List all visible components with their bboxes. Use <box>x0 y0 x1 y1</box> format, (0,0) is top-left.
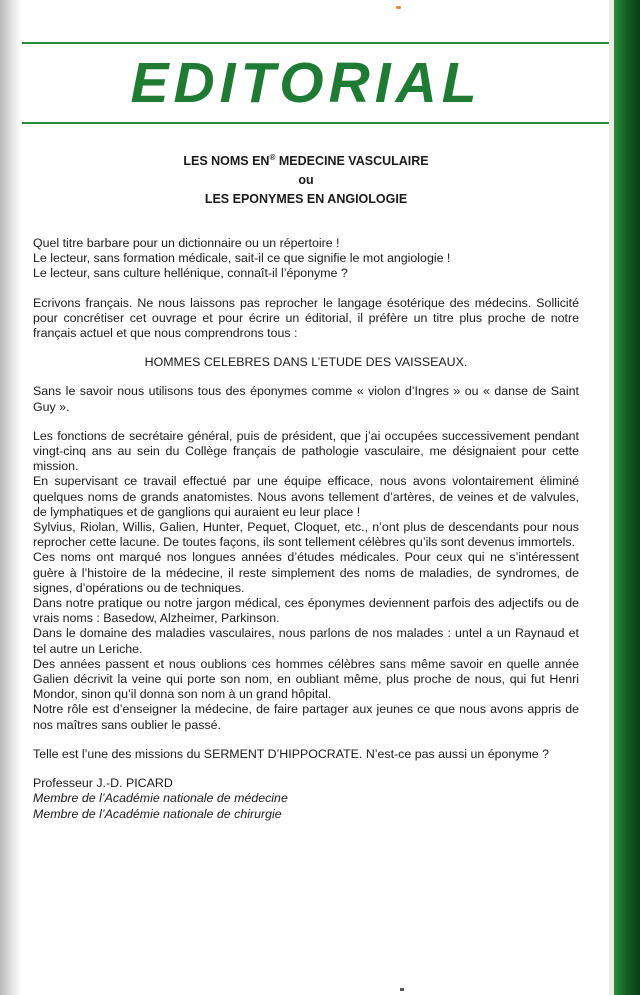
paragraph-eponymes: Sans le savoir nous utilisons tous des éponymes comme « violon d’Ingres » ou « danse de Saint Guy ». <box>33 384 579 414</box>
article-heading <box>0 148 612 209</box>
intro-line-3: Le lecteur, sans culture hellénique, connaît-il l’éponyme ? <box>33 266 348 281</box>
body-paragraph-5: Dans notre pratique ou notre jargon médical, ces éponymes deviennent parfois des adjectifs ou de vrais noms : Basedow, Alzheimer, Parkinson. <box>33 596 579 626</box>
paragraph-ecrivons: Ecrivons français. Ne nous laissons pas reprocher le langage ésotérique des médecins. Sollicité pour concrétiser cet ouvrage et pour écrire un éditorial, il préfère un titre plus proche de notre français actuel et que nous comprendrons tous : <box>33 295 579 341</box>
intro-line-1: Quel titre barbare pour un dictionnaire ou un répertoire ! <box>33 236 340 250</box>
body-paragraph-8: Notre rôle est d’enseigner la médecine, de faire partager aux jeunes ce que nous avons appris de nos maîtres sans oublier le passé. <box>33 702 579 732</box>
heading-line-2: ou <box>298 173 314 188</box>
author-role-chirurgie: Membre de l’Académie nationale de chirurgie <box>33 806 282 821</box>
heading-line-1 <box>0 148 612 171</box>
title-rule-top <box>22 42 609 44</box>
body-paragraph-7: Des années passent et nous oublions ces hommes célèbres sans même savoir en quelle année Galien décrivit la veine qui porte son nom, en oubliant même, plus proche de nous, qui fut Henri Mondor, sinon qu’il donna son nom à un grand hôpital. <box>33 656 579 702</box>
body-paragraph-1: Les fonctions de secrétaire général, puis de président, que j’ai occupées successivement pendant vingt-cinq ans au sein du Collège français de pathologie vasculaire, me désignaient pour cette mission. <box>33 428 579 474</box>
editorial-body <box>33 236 579 822</box>
print-mark <box>396 6 401 9</box>
body-paragraph-4: Ces noms ont marqué nos longues années d’études médicales. Pour ceux qui ne s’intéressent guère à l’histoire de la médecine, il reste simplement des noms de maladies, de syndromes, de signes, d’opérations ou de techniques. <box>33 550 579 595</box>
closing-line: Telle est l’une des missions du SERMENT D’HIPPOCRATE. N’est-ce pas aussi un éponyme ? <box>33 746 550 761</box>
intro-line-2: Le lecteur, sans formation médicale, sait-il ce que signifie le mot angiologie ! <box>33 251 451 266</box>
registered-mark: ® <box>269 153 276 162</box>
centered-title: HOMMES CELEBRES DANS L’ETUDE DES VAISSEAUX. <box>144 355 468 370</box>
bottom-print-mark <box>400 988 404 991</box>
title-rule-bottom <box>22 122 609 124</box>
heading-line-3: LES EPONYMES EN ANGIOLOGIE <box>204 192 408 207</box>
heading-line-1-text: LES NOMS EN <box>183 154 270 169</box>
heading-line-1-rest: MEDECINE VASCULAIRE <box>275 154 429 169</box>
green-side-bar <box>614 0 640 995</box>
author-name: Professeur J.-D. PICARD <box>33 776 173 791</box>
body-paragraph-3: Sylvius, Riolan, Willis, Galien, Hunter, Pequet, Cloquet, etc., n’ont plus de descendants pour nous reprocher cette lacune. De toutes façons, ils sont tellement célèbres qu’ils sont devenus immortels. <box>33 520 579 550</box>
author-role-medecine: Membre de l’Académie nationale de médecine <box>33 791 288 806</box>
body-paragraph-2: En supervisant ce travail effectué par une équipe efficace, nous avons volontairement éliminé quelques noms de grands anatomistes. Nous avons tellement d’artères, de veines et de valvules, de lymphatiques et de ganglions qui auraient eu leur place ! <box>33 474 579 519</box>
page-title: EDITORIAL <box>130 51 482 115</box>
body-paragraph-6: Dans le domaine des maladies vasculaires, nous parlons de nos malades : untel a un Raynaud et tel autre un Leriche. <box>33 626 579 656</box>
